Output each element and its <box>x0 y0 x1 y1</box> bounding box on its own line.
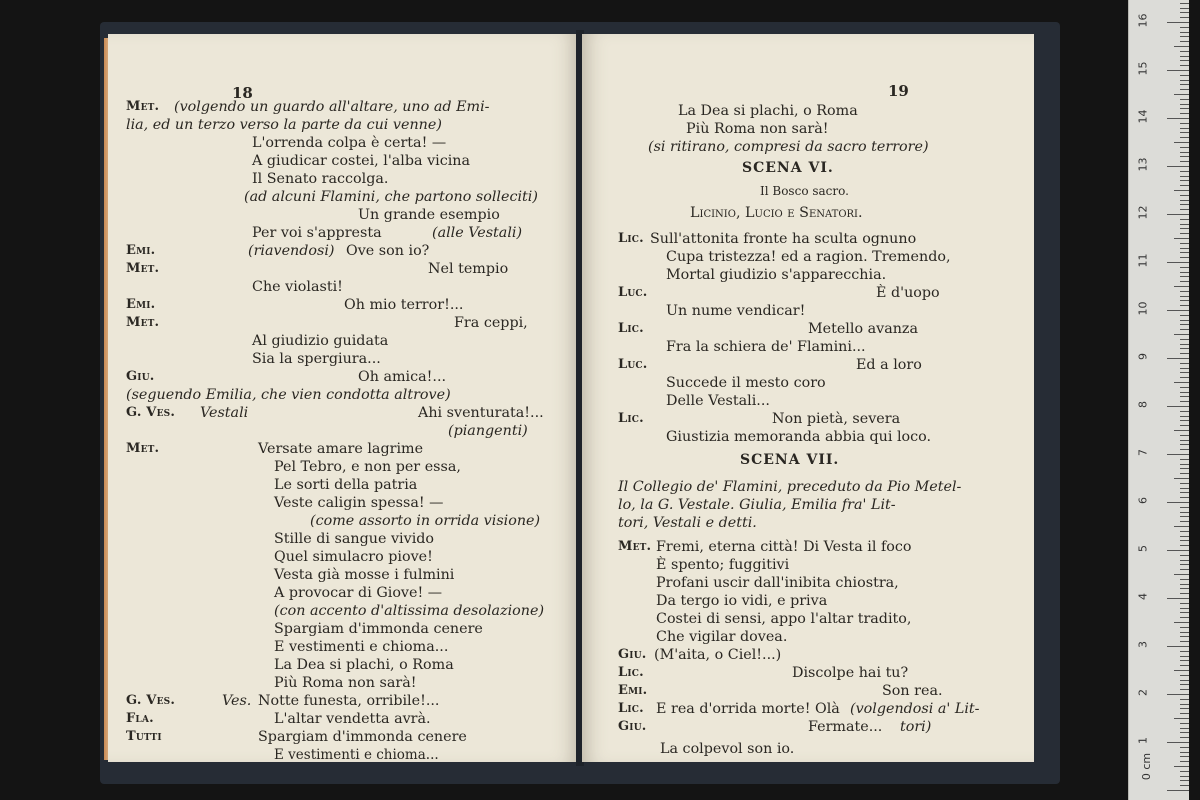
ruler-tick <box>1167 358 1189 359</box>
verse-line: L'altar vendetta avrà. <box>274 711 431 727</box>
ruler-tick <box>1180 627 1189 628</box>
ruler-tick <box>1180 75 1189 76</box>
ruler-tick <box>1180 200 1189 201</box>
ruler-tick <box>1180 612 1189 613</box>
measuring-ruler <box>1128 0 1189 800</box>
speaker: Luc. <box>618 285 648 300</box>
ruler-tick <box>1180 32 1189 33</box>
ruler-tick <box>1180 660 1189 661</box>
verse-line: Che violasti! <box>252 279 343 295</box>
ruler-tick <box>1180 176 1189 177</box>
verse-line: Per voi s'appresta <box>252 225 382 241</box>
ruler-tick <box>1180 147 1189 148</box>
verse-line: E vestimenti e chioma... <box>274 747 439 763</box>
ruler-tick <box>1180 156 1189 157</box>
stage-direction: (ad alcuni Flamini, che partono solleciti) <box>244 189 538 205</box>
ruler-tick <box>1180 555 1189 556</box>
verse-line: Spargiam d'immonda cenere <box>274 621 483 637</box>
verse-line: Più Roma non sarà! <box>274 675 417 691</box>
verse-line: La colpevol son io. <box>660 741 795 757</box>
verse-line: Vesta già mosse i fulmini <box>274 567 455 583</box>
ruler-tick <box>1180 459 1189 460</box>
ruler-tick <box>1180 416 1189 417</box>
ruler-tick <box>1167 502 1189 503</box>
ruler-tick <box>1180 411 1189 412</box>
ruler-tick <box>1180 89 1189 90</box>
verse-line: Da tergo io vidi, e priva <box>656 593 828 609</box>
speaker: Giu. <box>618 647 647 662</box>
ruler-tick <box>1180 699 1189 700</box>
ruler-tick <box>1180 444 1189 445</box>
speaker: Tutti <box>126 729 162 744</box>
ruler-tick <box>1180 291 1189 292</box>
verse-line: Fremi, eterna città! Di Vesta il foco <box>656 539 912 555</box>
ruler-unit: 0 cm <box>1140 752 1154 781</box>
ruler-tick <box>1180 348 1189 349</box>
verse-line: Un grande esempio <box>358 207 500 223</box>
ruler-tick <box>1174 574 1189 575</box>
ruler-tick <box>1180 233 1189 234</box>
verse-line: Le sorti della patria <box>274 477 418 493</box>
ruler-tick <box>1180 761 1189 762</box>
stage-direction: (come assorto in orrida visione) <box>310 513 541 529</box>
ruler-tick <box>1180 689 1189 690</box>
ruler-tick <box>1167 310 1189 311</box>
ruler-tick <box>1180 617 1189 618</box>
verse-line: Discolpe hai tu? <box>792 665 909 681</box>
stage-direction: (con accento d'altissima desolazione) <box>274 603 545 619</box>
page-number: 19 <box>888 82 909 100</box>
scene-place: Il Bosco sacro. <box>760 184 849 198</box>
ruler-tick <box>1180 708 1189 709</box>
ruler-tick <box>1180 272 1189 273</box>
verse-line: E rea d'orrida morte! Olà <box>656 701 840 717</box>
right-page <box>582 34 1034 762</box>
ruler-tick <box>1180 588 1189 589</box>
verse-line: Ove son io? <box>346 243 430 259</box>
ruler-tick <box>1180 512 1189 513</box>
stage-direction: (si ritirano, compresi da sacro terrore) <box>648 139 929 155</box>
ruler-tick <box>1167 790 1189 791</box>
ruler-tick <box>1180 51 1189 52</box>
ruler-number: 11 <box>1136 253 1150 268</box>
ruler-tick <box>1167 646 1189 647</box>
ruler-number: 12 <box>1136 205 1150 220</box>
ruler-tick <box>1180 137 1189 138</box>
ruler-tick <box>1180 737 1189 738</box>
ruler-tick <box>1167 598 1189 599</box>
verse-line: Son rea. <box>882 683 943 699</box>
ruler-number: 7 <box>1136 449 1150 456</box>
scene-description: tori, Vestali e detti. <box>618 515 757 531</box>
verse-line: Versate amare lagrime <box>258 441 424 457</box>
scene-description: lo, la G. Vestale. Giulia, Emilia fra' Lit- <box>618 497 896 513</box>
scene-title: SCENA VII. <box>740 452 840 468</box>
ruler-tick <box>1174 622 1189 623</box>
ruler-tick <box>1174 142 1189 143</box>
ruler-tick <box>1180 60 1189 61</box>
ruler-number: 1 <box>1136 737 1150 744</box>
ruler-tick <box>1167 166 1189 167</box>
ruler-tick <box>1180 752 1189 753</box>
verse-line: Fra ceppi, <box>454 315 528 331</box>
ruler-tick <box>1180 243 1189 244</box>
ruler-tick <box>1180 123 1189 124</box>
scene-title: SCENA VI. <box>742 160 834 176</box>
ruler-tick <box>1180 396 1189 397</box>
ruler-tick <box>1180 488 1189 489</box>
ruler-tick <box>1180 363 1189 364</box>
ruler-tick <box>1174 46 1189 47</box>
speaker: Fla. <box>126 711 154 726</box>
ruler-tick <box>1180 257 1189 258</box>
speaker: Giu. <box>126 369 155 384</box>
ruler-tick <box>1180 320 1189 321</box>
speaker: G. Ves. <box>126 405 176 420</box>
ruler-tick <box>1180 401 1189 402</box>
verse-line: Al giudizio guidata <box>252 333 389 349</box>
ruler-tick <box>1174 478 1189 479</box>
left-page <box>108 34 578 762</box>
ruler-tick <box>1180 113 1189 114</box>
ruler-tick <box>1174 718 1189 719</box>
speaker: Lic. <box>618 231 644 246</box>
ruler-tick <box>1180 435 1189 436</box>
stage-direction: (seguendo Emilia, che vien condotta altrove) <box>126 387 451 403</box>
ruler-tick <box>1174 766 1189 767</box>
ruler-tick <box>1180 425 1189 426</box>
ruler-tick <box>1180 17 1189 18</box>
ruler-tick <box>1180 641 1189 642</box>
ruler-tick <box>1180 593 1189 594</box>
verse-line: Quel simulacro piove! <box>274 549 433 565</box>
speaker: Lic. <box>618 701 644 716</box>
ruler-tick <box>1167 22 1189 23</box>
verse-line: Fra la schiera de' Flamini... <box>666 339 866 355</box>
ruler-tick <box>1180 353 1189 354</box>
ruler-number: 15 <box>1136 61 1150 76</box>
ruler-tick <box>1180 392 1189 393</box>
speaker: Met. <box>126 441 160 456</box>
ruler-tick <box>1180 473 1189 474</box>
speaker: Lic. <box>618 665 644 680</box>
ruler-tick <box>1180 584 1189 585</box>
ruler-tick <box>1180 387 1189 388</box>
ruler-tick <box>1167 70 1189 71</box>
verse-line: Che vigilar dovea. <box>656 629 788 645</box>
ruler-number: 2 <box>1136 689 1150 696</box>
ruler-tick <box>1180 492 1189 493</box>
ruler-tick <box>1180 132 1189 133</box>
stage-direction: Ves. <box>222 693 252 709</box>
speaker: Luc. <box>618 357 648 372</box>
ruler-number: 3 <box>1136 641 1150 648</box>
ruler-tick <box>1180 732 1189 733</box>
speaker: Lic. <box>618 411 644 426</box>
ruler-tick <box>1180 315 1189 316</box>
verse-line: Non pietà, severa <box>772 411 901 427</box>
verse-line: Stille di sangue vivido <box>274 531 435 547</box>
ruler-tick <box>1180 185 1189 186</box>
ruler-tick <box>1174 526 1189 527</box>
verse-line: La Dea si plachi, o Roma <box>274 657 454 673</box>
verse-line: Oh mio terror!... <box>344 297 464 313</box>
stage-direction: (piangenti) <box>448 423 528 439</box>
verse-line: È d'uopo <box>876 285 940 301</box>
ruler-tick <box>1180 684 1189 685</box>
ruler-tick <box>1180 747 1189 748</box>
ruler-number: 4 <box>1136 593 1150 600</box>
ruler-tick <box>1180 704 1189 705</box>
ruler-tick <box>1180 713 1189 714</box>
verse-line: Delle Vestali... <box>666 393 770 409</box>
stage-direction: (volgendo un guardo all'altare, uno ad Emi- <box>174 99 490 115</box>
stage-direction: Vestali <box>200 405 249 421</box>
speaker: Met. <box>126 261 160 276</box>
stage-direction: tori) <box>900 719 932 735</box>
ruler-tick <box>1180 675 1189 676</box>
ruler-tick <box>1174 190 1189 191</box>
verse-line: Oh amica!... <box>358 369 447 385</box>
ruler-tick <box>1167 742 1189 743</box>
verse-line: Ahi sventurata!... <box>418 405 544 421</box>
ruler-tick <box>1180 728 1189 729</box>
ruler-tick <box>1174 94 1189 95</box>
ruler-tick <box>1174 334 1189 335</box>
stage-direction: lia, ed un terzo verso la parte da cui venne) <box>126 117 442 133</box>
ruler-number: 13 <box>1136 157 1150 172</box>
ruler-tick <box>1180 449 1189 450</box>
verse-line: Cupa tristezza! ed a ragion. Tremendo, <box>666 249 951 265</box>
speaker: Emi. <box>618 683 648 698</box>
ruler-tick <box>1180 27 1189 28</box>
ruler-tick <box>1180 281 1189 282</box>
ruler-tick <box>1167 454 1189 455</box>
ruler-tick <box>1180 56 1189 57</box>
ruler-tick <box>1180 776 1189 777</box>
ruler-tick <box>1180 296 1189 297</box>
ruler-tick <box>1180 785 1189 786</box>
ruler-tick <box>1180 636 1189 637</box>
ruler-tick <box>1180 603 1189 604</box>
ruler-tick <box>1180 300 1189 301</box>
ruler-tick <box>1180 339 1189 340</box>
ruler-tick <box>1180 368 1189 369</box>
speaker: Met. <box>618 539 652 554</box>
verse-line: Un nume vendicar! <box>666 303 806 319</box>
verse-line: Spargiam d'immonda cenere <box>258 729 467 745</box>
ruler-tick <box>1180 632 1189 633</box>
ruler-tick <box>1180 65 1189 66</box>
verse-line: Pel Tebro, e non per essa, <box>274 459 461 475</box>
ruler-number: 16 <box>1136 13 1150 28</box>
ruler-tick <box>1174 382 1189 383</box>
ruler-tick <box>1167 694 1189 695</box>
verse-line: Sia la spergiura... <box>252 351 381 367</box>
ruler-tick <box>1180 267 1189 268</box>
ruler-tick <box>1180 104 1189 105</box>
ruler-tick <box>1180 195 1189 196</box>
stage-direction: (alle Vestali) <box>432 225 523 241</box>
verse-line: Nel tempio <box>428 261 509 277</box>
verse-line: Il Senato raccolga. <box>252 171 389 187</box>
speaker: Emi. <box>126 243 156 258</box>
ruler-tick <box>1180 99 1189 100</box>
speaker: Met. <box>126 99 160 114</box>
verse-line: Più Roma non sarà! <box>686 121 829 137</box>
verse-line: Sull'attonita fronte ha sculta ognuno <box>650 231 917 247</box>
ruler-tick <box>1180 540 1189 541</box>
stage-direction: (volgendosi a' Lit- <box>850 701 980 717</box>
verse-line: Fermate... <box>808 719 883 735</box>
ruler-tick <box>1180 248 1189 249</box>
scene-characters: Licinio, Lucio e Senatori. <box>690 205 863 221</box>
ruler-tick <box>1180 180 1189 181</box>
ruler-number: 9 <box>1136 353 1150 360</box>
ruler-tick <box>1180 497 1189 498</box>
ruler-tick <box>1180 204 1189 205</box>
ruler-tick <box>1180 36 1189 37</box>
ruler-tick <box>1180 651 1189 652</box>
ruler-tick <box>1180 372 1189 373</box>
verse-line: Costei di sensi, appo l'altar tradito, <box>656 611 912 627</box>
speaker: Emi. <box>126 297 156 312</box>
page-number: 18 <box>232 84 253 102</box>
ruler-tick <box>1174 238 1189 239</box>
ruler-tick <box>1180 324 1189 325</box>
ruler-tick <box>1180 84 1189 85</box>
speaker: G. Ves. <box>126 693 176 708</box>
ruler-tick <box>1180 521 1189 522</box>
ruler-number: 6 <box>1136 497 1150 504</box>
verse-line: A giudicar costei, l'alba vicina <box>252 153 471 169</box>
verse-line: E vestimenti e chioma... <box>274 639 449 655</box>
ruler-tick <box>1180 209 1189 210</box>
verse-line: Notte funesta, orribile!... <box>258 693 440 709</box>
ruler-tick <box>1180 723 1189 724</box>
verse-line: Profani uscir dall'inibita chiostra, <box>656 575 899 591</box>
ruler-tick <box>1180 8 1189 9</box>
ruler-tick <box>1180 420 1189 421</box>
ruler-number: 8 <box>1136 401 1150 408</box>
ruler-tick <box>1167 118 1189 119</box>
ruler-tick <box>1180 564 1189 565</box>
ruler-tick <box>1180 464 1189 465</box>
ruler-tick <box>1180 276 1189 277</box>
ruler-tick <box>1180 108 1189 109</box>
ruler-tick <box>1180 219 1189 220</box>
scene-description: Il Collegio de' Flamini, preceduto da Pio Metel- <box>618 479 962 495</box>
speaker: Lic. <box>618 321 644 336</box>
ruler-tick <box>1180 329 1189 330</box>
verse-line: Metello avanza <box>808 321 918 337</box>
ruler-number: 5 <box>1136 545 1150 552</box>
verse-line: Mortal giudizio s'apparecchia. <box>666 267 887 283</box>
verse-line: È spento; fuggitivi <box>656 557 790 573</box>
ruler-tick <box>1180 228 1189 229</box>
verse-line: La Dea si plachi, o Roma <box>678 103 858 119</box>
ruler-tick <box>1180 608 1189 609</box>
ruler-tick <box>1174 670 1189 671</box>
ruler-tick <box>1180 224 1189 225</box>
ruler-tick <box>1180 483 1189 484</box>
speaker: Met. <box>126 315 160 330</box>
ruler-number: 14 <box>1136 109 1150 124</box>
speaker: Giu. <box>618 719 647 734</box>
ruler-tick <box>1180 516 1189 517</box>
verse-line: Veste caligin spessa! — <box>274 495 444 511</box>
ruler-tick <box>1180 152 1189 153</box>
ruler-tick <box>1167 214 1189 215</box>
ruler-tick <box>1180 680 1189 681</box>
ruler-tick <box>1180 756 1189 757</box>
stage-direction: (riavendosi) <box>248 243 335 259</box>
ruler-tick <box>1180 665 1189 666</box>
ruler-tick <box>1167 262 1189 263</box>
ruler-tick <box>1180 161 1189 162</box>
ruler-tick <box>1180 780 1189 781</box>
ruler-tick <box>1180 569 1189 570</box>
ruler-tick <box>1180 12 1189 13</box>
ruler-tick <box>1180 344 1189 345</box>
ruler-tick <box>1174 286 1189 287</box>
ruler-tick <box>1174 430 1189 431</box>
ruler-tick <box>1180 41 1189 42</box>
ruler-tick <box>1180 171 1189 172</box>
ruler-tick <box>1167 406 1189 407</box>
ruler-tick <box>1180 656 1189 657</box>
ruler-tick <box>1180 771 1189 772</box>
ruler-tick <box>1180 377 1189 378</box>
ruler-tick <box>1180 579 1189 580</box>
verse-line: A provocar di Giove! — <box>274 585 443 601</box>
ruler-tick <box>1180 252 1189 253</box>
ruler-tick <box>1180 80 1189 81</box>
ruler-tick <box>1180 536 1189 537</box>
ruler-tick <box>1180 560 1189 561</box>
ruler-tick <box>1180 440 1189 441</box>
ruler-tick <box>1167 550 1189 551</box>
ruler-tick <box>1180 3 1189 4</box>
verse-line: (M'aita, o Ciel!...) <box>654 647 782 663</box>
ruler-tick <box>1180 468 1189 469</box>
ruler-tick <box>1180 128 1189 129</box>
verse-line: L'orrenda colpa è certa! — <box>252 135 447 151</box>
ruler-number: 10 <box>1136 301 1150 316</box>
ruler-tick <box>1180 305 1189 306</box>
verse-line: Ed a loro <box>856 357 922 373</box>
verse-line: Succede il mesto coro <box>666 375 826 391</box>
ruler-tick <box>1180 507 1189 508</box>
ruler-tick <box>1180 531 1189 532</box>
ruler-tick <box>1180 545 1189 546</box>
verse-line: Giustizia memoranda abbia qui loco. <box>666 429 932 445</box>
